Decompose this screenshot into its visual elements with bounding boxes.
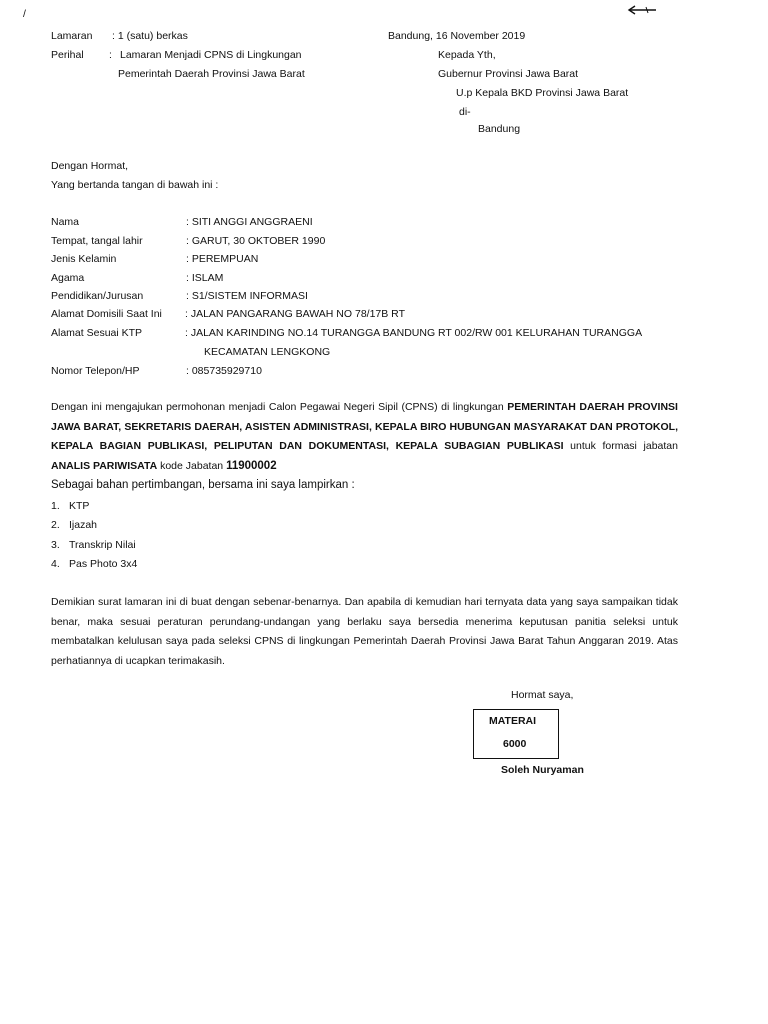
attachment-label-4: Pas Photo 3x4 [69,558,138,570]
nama-value: : SITI ANGGI ANGGRAENI [186,216,313,228]
materai-value: 6000 [503,738,527,750]
corner-slash-mark: / [23,8,26,20]
paragraph-bold-code: 11900002 [226,459,277,472]
recipient-line-2: Gubernur Provinsi Jawa Barat [438,68,579,80]
closing-paragraph: Demikian surat lamaran ini di buat dengan sebenar-benarnya. Dan apabila di kemudian hari ternyata data yang saya sampaikan tidak benar, maka sesuai peraturan perundang-undangan yang berlaku saya bersedia menerima keputusan panitia seleksi untuk membatalkan kelulusan saya pada seleksi CPNS di lingkungan Pemerintah Daerah Provinsi Jawa Barat Tahun Anggaran 2019. Atas perhatiannya di ucapkan terimakasih. [51,596,678,667]
recipient-line-3: U.p Kepala BKD Provinsi Jawa Barat [456,87,629,99]
ttl-label: Tempat, tangal lahir [51,235,143,247]
agama-value: : ISLAM [186,272,224,284]
agama-label: Agama [51,272,85,284]
application-paragraph [51,398,678,476]
paragraph-bold-position: ANALIS PARIWISATA [51,459,158,472]
ktp-address-value-line-2: KECAMATAN LENGKONG [204,346,331,358]
materai-label: MATERAI [489,715,537,727]
telepon-value: : 085735929710 [186,365,262,377]
recipient-line-5: Bandung [478,123,521,135]
attachment-number-2: 2. [51,519,60,531]
perihal-colon: : [109,49,112,61]
attachment-number-1: 1. [51,500,60,512]
left-arrow-icon [626,4,658,16]
greeting-line-2: Yang bertanda tangan di bawah ini : [51,179,219,191]
recipient-line-1: Kepada Yth, [438,49,496,61]
telepon-label: Nomor Telepon/HP [51,365,140,377]
attachment-label-3: Transkrip Nilai [69,539,136,551]
attachments-intro: Sebagai bahan pertimbangan, bersama ini saya lampirkan : [51,479,355,491]
jenis-kelamin-label: Jenis Kelamin [51,253,117,265]
ttl-value: : GARUT, 30 OKTOBER 1990 [186,235,326,247]
paragraph-text-2: untuk formasi jabatan [563,440,678,452]
pendidikan-value: : S1/SISTEM INFORMASI [186,290,308,302]
attachment-label-1: KTP [69,500,90,512]
domisili-label: Alamat Domisili Saat Ini [51,308,162,320]
paragraph-text-1: Dengan ini mengajukan permohonan menjadi Calon Pegawai Negeri Sipil (CPNS) di lingkungan [51,401,508,413]
paragraph-text-3: kode Jabatan [157,459,227,472]
ktp-address-value-line-1: : JALAN KARINDING NO.14 TURANGGA BANDUNG RT 002/RW 001 KELURAHAN TURANGGA [185,327,643,339]
nama-label: Nama [51,216,80,228]
paragraph-bold-institution: PEMERINTAH DAERAH PROVINSI JAWA BARAT, SEKRETARIS DAERAH, ASISTEN ADMINISTRASI, KEPALA BIRO HUBUNGAN MASYARAKAT DAN PROTOKOL, KEPALA BAGIAN PUBLIKASI, PELIPUTAN DAN DOKUMENTASI, KEPALA SUBAGIAN PUBLIKASI [51,401,678,452]
attachment-number-3: 3. [51,539,60,551]
regards-text: Hormat saya, [511,689,574,701]
signatory-name: Soleh Nuryaman [501,764,584,776]
recipient-line-4: di- [459,106,471,118]
lamaran-value: : 1 (satu) berkas [112,30,188,42]
perihal-label: Perihal [51,49,84,61]
lamaran-label: Lamaran [51,30,93,42]
perihal-line-1: Lamaran Menjadi CPNS di Lingkungan [120,49,302,61]
greeting-line-1: Dengan Hormat, [51,160,129,172]
ktp-address-label: Alamat Sesuai KTP [51,327,143,339]
domisili-value: : JALAN PANGARANG BAWAH NO 78/17B RT [185,308,405,320]
letter-date: Bandung, 16 November 2019 [388,30,526,42]
attachment-label-2: Ijazah [69,519,98,531]
jenis-kelamin-value: : PEREMPUAN [186,253,259,265]
pendidikan-label: Pendidikan/Jurusan [51,290,144,302]
attachment-number-4: 4. [51,558,60,570]
perihal-line-2: Pemerintah Daerah Provinsi Jawa Barat [118,68,305,80]
